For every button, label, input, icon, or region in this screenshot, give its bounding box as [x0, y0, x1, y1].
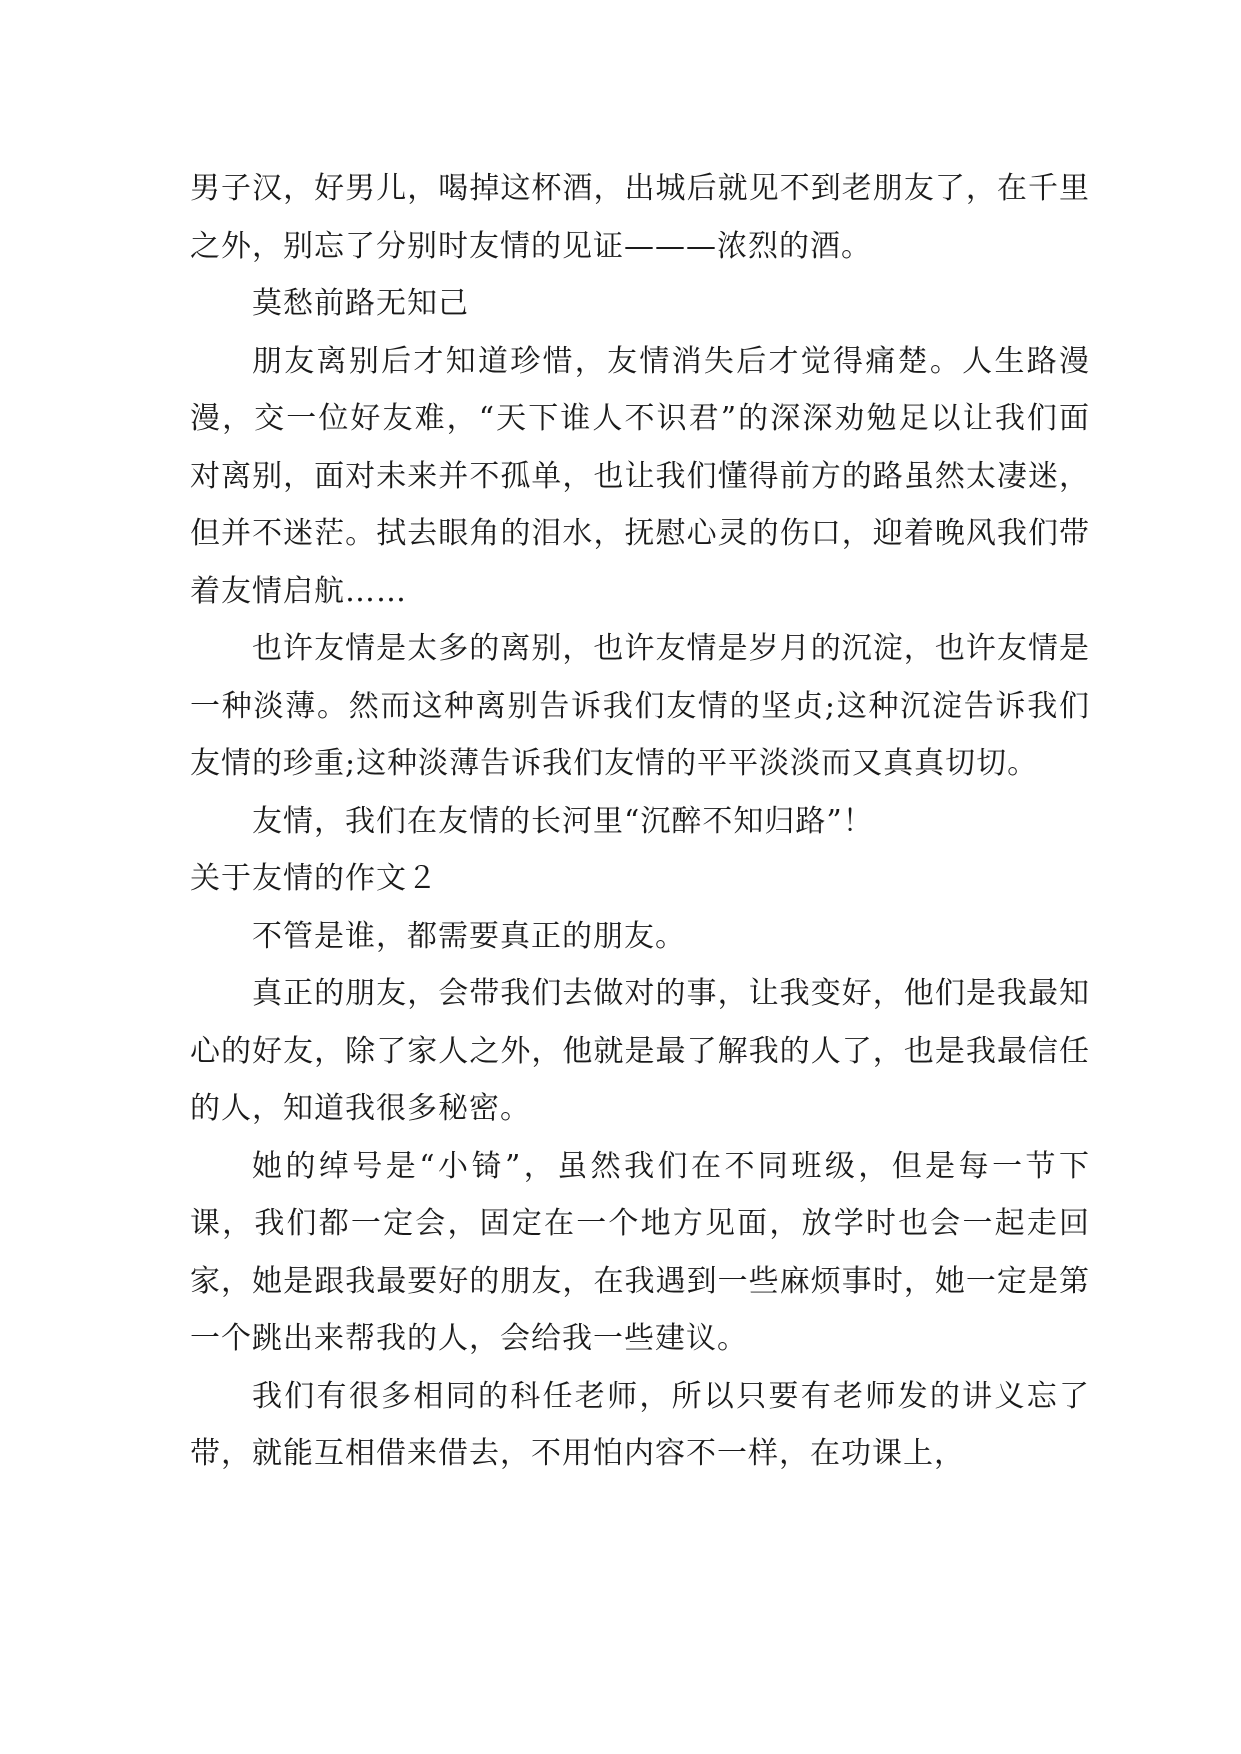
paragraph-friendship-exclaim: 友情，我们在友情的长河里“沉醉不知归路”！ — [252, 803, 874, 839]
paragraph-friendship-reflection: 也许友情是太多的离别，也许友情是岁月的沉淀，也许友情是一种淡薄。然而这种离别告诉我们友情的坚贞;这种沉淀告诉我们友情的珍重;这种淡薄告诉我们友情的平平淡淡而又真真切切。 — [190, 631, 1090, 781]
paragraph-cherish-friends: 朋友离别后才知道珍惜，友情消失后才觉得痛楚。人生路漫漫，交一位好友难，“天下谁人不识君”的深深劝勉足以让我们面对离别，面对未来并不孤单，也让我们懂得前方的路虽然太凄迷，但并不迷茫。拭去眼角的泪水，抚慰心灵的伤口，迎着晚风我们带着友情启航…… — [190, 343, 1090, 609]
paragraph-true-friend-description: 真正的朋友，会带我们去做对的事，让我变好，他们是我最知心的好友，除了家人之外，他就是最了解我的人了，也是我最信任的人，知道我很多秘密。 — [190, 976, 1090, 1126]
paragraph-same-teachers: 我们有很多相同的科任老师，所以只要有老师发的讲义忘了带，就能互相借来借去，不用怕内容不一样，在功课上， — [190, 1378, 1090, 1471]
paragraph-true-friends: 不管是谁，都需要真正的朋友。 — [252, 918, 686, 954]
document-page — [190, 160, 1090, 1483]
paragraph-toast-intro: 男子汉，好男儿，喝掉这杯酒，出城后就见不到老朋友了，在千里之外，别忘了分别时友情的见证———浓烈的酒。 — [190, 171, 1090, 264]
essay-heading: 关于友情的作文２ — [190, 861, 438, 896]
paragraph-subtitle-line: 莫愁前路无知己 — [252, 286, 469, 321]
paragraph-nickname: 她的绰号是“小锜”，虽然我们在不同班级，但是每一节下课，我们都一定会，固定在一个地方见面，放学时也会一起走回家，她是跟我最要好的朋友，在我遇到一些麻烦事时，她一定是第一个跳出来帮我的人，会给我一些建议。 — [190, 1148, 1090, 1356]
